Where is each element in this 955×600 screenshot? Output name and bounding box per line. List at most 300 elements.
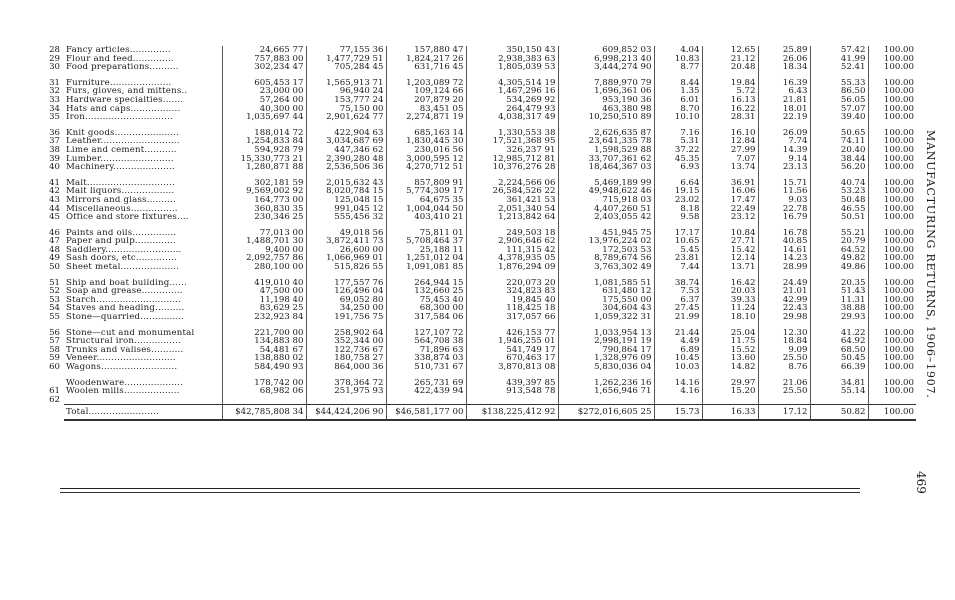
amount-total-cell: 8,789,674 56 — [558, 254, 654, 263]
spacer-cell — [64, 122, 222, 129]
percent-cell: 26.06 — [758, 55, 810, 64]
amount-total-cell: 6,998,213 40 — [558, 55, 654, 64]
percent-cell: 16.10 — [702, 129, 758, 138]
spacer-cell — [868, 222, 916, 229]
table-row — [42, 396, 916, 405]
amount-total-cell: 1,262,236 16 — [558, 379, 654, 388]
amount-cell: 352,344 00 — [306, 337, 386, 346]
spacer-cell — [654, 322, 702, 329]
amount-cell: 857,809 91 — [386, 179, 466, 188]
amount-cell: 75,150 00 — [306, 105, 386, 114]
row-number: 60 — [49, 363, 60, 372]
percent-cell: 5.31 — [654, 137, 702, 146]
amount-total-cell: 1,081,585 51 — [558, 279, 654, 288]
amount-cell: 1,254,833 84 — [222, 137, 306, 146]
row-number: 58 — [49, 345, 60, 355]
percent-cell: 57.42 — [810, 46, 868, 55]
row-number: 28 — [49, 46, 60, 55]
percent-cell: 14.16 — [654, 379, 702, 388]
industry-label: Hardware specialties....... — [66, 95, 184, 105]
table-row — [42, 237, 916, 246]
bottom-rule — [60, 488, 860, 489]
percent-cell: 8.18 — [654, 205, 702, 214]
percent-cell: 13.71 — [702, 263, 758, 272]
amount-total-cell: 175,550 00 — [558, 296, 654, 305]
row-number: 34 — [49, 104, 60, 114]
amount-cell: 4,305,514 19 — [466, 79, 558, 88]
amount-cell: 1,203,089 72 — [386, 79, 466, 88]
spacer-cell — [868, 372, 916, 379]
amount-cell: 109,124 66 — [386, 87, 466, 96]
percent-cell: 22.19 — [758, 113, 810, 122]
percent-total-cell: 100.00 — [868, 87, 916, 96]
industry-label: Furniture..................... — [66, 78, 172, 88]
group-spacer — [42, 122, 916, 129]
industry-label: Machinery..................... — [66, 163, 175, 172]
spacer-cell — [654, 72, 702, 79]
spacer-cell — [222, 272, 306, 279]
group-spacer — [42, 172, 916, 179]
amount-cell: 122,736 67 — [306, 346, 386, 355]
table-row — [42, 379, 916, 388]
percent-total-cell: 100.00 — [868, 229, 916, 238]
industry-label: Flour and feed.............. — [66, 54, 174, 64]
amount-cell: 2,274,871 19 — [386, 113, 466, 122]
amount-cell: 422,904 63 — [306, 129, 386, 138]
amount-cell: 515,826 55 — [306, 263, 386, 272]
amount-cell: 75,453 40 — [386, 296, 466, 305]
spacer-cell — [466, 172, 558, 179]
percent-cell: 6.37 — [654, 296, 702, 305]
percent-cell: 55.33 — [810, 79, 868, 88]
amount-cell: 68,982 06 — [222, 387, 306, 396]
percent-cell: 41.22 — [810, 329, 868, 338]
industry-label: Leather........................... — [66, 137, 180, 146]
percent-cell: 24.49 — [758, 279, 810, 288]
spacer-cell — [758, 372, 810, 379]
row-number: 40 — [49, 163, 60, 172]
spacer-cell — [222, 322, 306, 329]
total-cell: $46,581,177 00 — [386, 405, 466, 421]
spacer-cell — [64, 72, 222, 79]
spacer-cell — [868, 122, 916, 129]
percent-cell: 18.34 — [758, 63, 810, 72]
group-spacer — [42, 272, 916, 279]
percent-cell: 6.93 — [654, 163, 702, 172]
percent-cell: 8.70 — [654, 105, 702, 114]
percent-cell: 55.14 — [810, 387, 868, 396]
percent-total-cell: 100.00 — [868, 55, 916, 64]
table-row — [42, 146, 916, 155]
percent-total-cell: 100.00 — [868, 105, 916, 114]
percent-cell: 7.53 — [654, 287, 702, 296]
spacer-cell — [702, 122, 758, 129]
percent-cell: 16.22 — [702, 105, 758, 114]
spacer-cell — [42, 222, 64, 229]
amount-cell: 258,902 64 — [306, 329, 386, 338]
percent-cell: 13.74 — [702, 163, 758, 172]
amount-cell: 57,264 00 — [222, 96, 306, 105]
amount-cell: 9,400 00 — [222, 246, 306, 255]
amount-total-cell: 1,059,322 31 — [558, 313, 654, 322]
percent-cell: 46.55 — [810, 205, 868, 214]
percent-cell: 16.79 — [758, 213, 810, 222]
amount-cell: 77,155 36 — [306, 46, 386, 55]
spacer-cell — [42, 322, 64, 329]
percent-cell: 41.99 — [810, 55, 868, 64]
percent-cell: 38.44 — [810, 155, 868, 164]
percent-cell: 19.15 — [654, 187, 702, 196]
table-row — [42, 155, 916, 164]
spacer-cell — [222, 372, 306, 379]
percent-cell: 39.40 — [810, 113, 868, 122]
amount-cell: 10,376,276 28 — [466, 163, 558, 172]
amount-cell — [466, 396, 558, 405]
percent-cell: 8.76 — [758, 363, 810, 372]
table-body — [42, 46, 916, 420]
total-row — [42, 405, 916, 421]
spacer-cell — [386, 122, 466, 129]
row-number: 55 — [49, 313, 60, 322]
percent-cell: 57.07 — [810, 105, 868, 114]
amount-cell: 4,270,712 51 — [386, 163, 466, 172]
percent-cell: 20.03 — [702, 287, 758, 296]
amount-cell: 249,503 18 — [466, 229, 558, 238]
row-number: 32 — [49, 87, 60, 96]
industry-label: Lumber......................... — [66, 154, 174, 164]
total-cell: $44,424,206 90 — [306, 405, 386, 421]
table-row — [42, 279, 916, 288]
industry-label: Paints and oils............... — [66, 228, 177, 238]
percent-cell: 86.50 — [810, 87, 868, 96]
amount-total-cell: 7,889,970 79 — [558, 79, 654, 88]
percent-cell: 56.05 — [810, 96, 868, 105]
amount-cell: 251,975 93 — [306, 387, 386, 396]
industry-label: Sash doors, etc.............. — [66, 254, 177, 264]
industry-label: Malt liquors.................. — [66, 187, 175, 196]
amount-cell: 68,300 00 — [386, 304, 466, 313]
total-cell: $272,016,605 25 — [558, 405, 654, 421]
amount-cell: 134,883 80 — [222, 337, 306, 346]
spacer-cell — [654, 372, 702, 379]
table-row — [42, 296, 916, 305]
spacer-cell — [222, 122, 306, 129]
percent-cell: 37.22 — [654, 146, 702, 155]
spacer-cell — [386, 172, 466, 179]
percent-cell: 20.79 — [810, 237, 868, 246]
industry-label: Saddlery.......................... — [66, 245, 182, 255]
amount-cell: 220,073 20 — [466, 279, 558, 288]
table-row — [42, 79, 916, 88]
percent-total-cell: 100.00 — [868, 63, 916, 72]
row-number: 33 — [49, 95, 60, 105]
percent-cell: 11.31 — [810, 296, 868, 305]
percent-cell: 11.56 — [758, 187, 810, 196]
spacer-cell — [306, 272, 386, 279]
percent-total-cell: 100.00 — [868, 79, 916, 88]
spacer-cell — [758, 222, 810, 229]
amount-cell: 83,629 25 — [222, 304, 306, 313]
amount-total-cell: 2,403,055 42 — [558, 213, 654, 222]
table-row — [42, 163, 916, 172]
row-number: 59 — [49, 354, 60, 363]
percent-total-cell: 100.00 — [868, 279, 916, 288]
percent-cell: 21.44 — [654, 329, 702, 338]
spacer-cell — [558, 172, 654, 179]
amount-total-cell: 451,945 75 — [558, 229, 654, 238]
percent-cell: 6.64 — [654, 179, 702, 188]
row-number: 56 — [49, 328, 60, 338]
percent-cell: 8.44 — [654, 79, 702, 88]
percent-total-cell: 100.00 — [868, 46, 916, 55]
amount-cell: 2,224,566 06 — [466, 179, 558, 188]
row-number: 37 — [49, 137, 60, 146]
amount-total-cell: 304,604 43 — [558, 304, 654, 313]
percent-total-cell: 100.00 — [868, 346, 916, 355]
amount-cell: 555,456 32 — [306, 213, 386, 222]
spacer-cell — [466, 322, 558, 329]
amount-cell: 230,346 25 — [222, 213, 306, 222]
percent-cell: 4.04 — [654, 46, 702, 55]
percent-cell: 38.74 — [654, 279, 702, 288]
percent-cell: 39.33 — [702, 296, 758, 305]
table-row — [42, 205, 916, 214]
amount-cell: 264,479 93 — [466, 105, 558, 114]
amount-cell: 584,490 93 — [222, 363, 306, 372]
amount-cell: 1,830,445 30 — [386, 137, 466, 146]
amount-cell: 2,906,646 62 — [466, 237, 558, 246]
percent-cell: 12.14 — [702, 254, 758, 263]
percent-cell: 36.91 — [702, 179, 758, 188]
amount-total-cell: 1,328,976 09 — [558, 354, 654, 363]
amount-cell: 422,439 94 — [386, 387, 466, 396]
percent-cell: 10.45 — [654, 354, 702, 363]
percent-cell — [702, 396, 758, 405]
industry-label: Paper and pulp.............. — [66, 237, 176, 246]
amount-cell: 350,150 43 — [466, 46, 558, 55]
percent-cell: 21.06 — [758, 379, 810, 388]
percent-total-cell: 100.00 — [868, 263, 916, 272]
percent-cell: 5.72 — [702, 87, 758, 96]
percent-cell — [810, 396, 868, 405]
amount-cell: 34,250 00 — [306, 304, 386, 313]
spacer-cell — [810, 222, 868, 229]
amount-total-cell: 1,656,946 71 — [558, 387, 654, 396]
amount-cell: 913,548 78 — [466, 387, 558, 396]
amount-cell: 138,880 02 — [222, 354, 306, 363]
amount-total-cell: 2,626,635 87 — [558, 129, 654, 138]
percent-total-cell: 100.00 — [868, 163, 916, 172]
amount-cell — [306, 396, 386, 405]
row-number: 45 — [49, 213, 60, 222]
industry-label: Woodenware.................... — [66, 378, 184, 388]
percent-cell: 15.71 — [758, 179, 810, 188]
amount-total-cell: 23,641,335 78 — [558, 137, 654, 146]
amount-total-cell: 463,380 98 — [558, 105, 654, 114]
percent-cell: 7.07 — [702, 155, 758, 164]
table-row — [42, 196, 916, 205]
percent-cell: 14.61 — [758, 246, 810, 255]
amount-cell: 1,824,217 26 — [386, 55, 466, 64]
amount-total-cell: 13,976,224 02 — [558, 237, 654, 246]
amount-cell: 3,872,411 73 — [306, 237, 386, 246]
amount-cell: 1,805,039 53 — [466, 63, 558, 72]
amount-cell: 125,048 15 — [306, 196, 386, 205]
amount-total-cell: 3,763,302 49 — [558, 263, 654, 272]
row-number: 57 — [49, 337, 60, 346]
percent-total-cell: 100.00 — [868, 129, 916, 138]
percent-cell: 7.16 — [654, 129, 702, 138]
amount-cell: 4,378,935 05 — [466, 254, 558, 263]
table-row — [42, 87, 916, 96]
table-row — [42, 213, 916, 222]
amount-cell: 191,756 75 — [306, 313, 386, 322]
percent-cell: 50.51 — [810, 213, 868, 222]
percent-cell: 49.82 — [810, 254, 868, 263]
amount-cell: 1,565,913 71 — [306, 79, 386, 88]
spacer-cell — [558, 72, 654, 79]
percent-cell: 40.85 — [758, 237, 810, 246]
row-number: 53 — [49, 295, 60, 305]
percent-total-cell: 100.00 — [868, 96, 916, 105]
amount-cell: 264,944 15 — [386, 279, 466, 288]
industry-label: Wagons.......................... — [66, 363, 178, 372]
spacer-cell — [466, 372, 558, 379]
table-row — [42, 46, 916, 55]
row-number: 29 — [49, 54, 60, 64]
percent-cell: 50.45 — [810, 354, 868, 363]
percent-total-cell: 100.00 — [868, 387, 916, 396]
spacer-cell — [654, 122, 702, 129]
spacer-cell — [702, 322, 758, 329]
spacer-cell — [558, 372, 654, 379]
percent-total-cell: 100.00 — [868, 296, 916, 305]
amount-cell: 534,269 92 — [466, 96, 558, 105]
total-cell: 50.82 — [810, 405, 868, 421]
spacer-cell — [810, 172, 868, 179]
amount-cell: 403,410 21 — [386, 213, 466, 222]
percent-cell: 50.48 — [810, 196, 868, 205]
amount-cell: 126,496 04 — [306, 287, 386, 296]
percent-total-cell: 100.00 — [868, 246, 916, 255]
table-row — [42, 329, 916, 338]
amount-cell: 1,280,871 88 — [222, 163, 306, 172]
amount-cell: 23,000 00 — [222, 87, 306, 96]
spacer-cell — [64, 222, 222, 229]
spacer-cell — [702, 222, 758, 229]
amount-cell: 1,091,081 85 — [386, 263, 466, 272]
percent-total-cell: 100.00 — [868, 146, 916, 155]
amount-total-cell: 1,033,954 13 — [558, 329, 654, 338]
industry-label: Malt.............................. — [66, 178, 175, 188]
percent-cell: 22.43 — [758, 304, 810, 313]
table-row — [42, 137, 916, 146]
amount-cell: 17,521,368 95 — [466, 137, 558, 146]
total-cell: 16.33 — [702, 405, 758, 421]
amount-cell: 685,163 14 — [386, 129, 466, 138]
amount-total-cell: 631,480 12 — [558, 287, 654, 296]
amount-cell: 157,880 47 — [386, 46, 466, 55]
industry-label: Mirrors and glass.......... — [66, 195, 176, 205]
spacer-cell — [868, 172, 916, 179]
percent-cell: 53.23 — [810, 187, 868, 196]
percent-total-cell: 100.00 — [868, 287, 916, 296]
amount-cell: 1,035,697 44 — [222, 113, 306, 122]
percent-cell: 52.41 — [810, 63, 868, 72]
table-row — [42, 55, 916, 64]
table-row — [42, 105, 916, 114]
row-number: 38 — [49, 145, 60, 155]
industry-label: Trunks and valises........... — [66, 345, 184, 355]
amount-total-cell: 1,696,361 06 — [558, 87, 654, 96]
amount-cell: 670,463 17 — [466, 354, 558, 363]
industry-label: Knit goods...................... — [66, 128, 180, 138]
percent-cell: 15.42 — [702, 246, 758, 255]
percent-cell: 10.65 — [654, 237, 702, 246]
amount-cell: 2,015,632 43 — [306, 179, 386, 188]
percent-cell: 1.35 — [654, 87, 702, 96]
amount-cell: 153,777 24 — [306, 96, 386, 105]
amount-cell: 15,330,773 21 — [222, 155, 306, 164]
spacer-cell — [702, 172, 758, 179]
amount-cell: 1,488,701 30 — [222, 237, 306, 246]
table-row — [42, 63, 916, 72]
spacer-cell — [868, 72, 916, 79]
amount-total-cell — [558, 396, 654, 405]
industry-label: Staves and heading.......... — [66, 304, 185, 314]
amount-total-cell: 5,469,189 99 — [558, 179, 654, 188]
spacer-cell — [810, 272, 868, 279]
amount-cell: 302,181 59 — [222, 179, 306, 188]
percent-cell: 64.52 — [810, 246, 868, 255]
amount-cell: 3,034,687 69 — [306, 137, 386, 146]
row-number: 50 — [49, 263, 60, 272]
amount-cell: 1,251,012 04 — [386, 254, 466, 263]
spacer-cell — [758, 322, 810, 329]
spacer-cell — [810, 372, 868, 379]
group-spacer — [42, 322, 916, 329]
amount-cell: 69,052 80 — [306, 296, 386, 305]
total-cell: $138,225,412 92 — [466, 405, 558, 421]
percent-cell: 16.06 — [702, 187, 758, 196]
amount-cell: 324,823 83 — [466, 287, 558, 296]
percent-cell: 10.84 — [702, 229, 758, 238]
spacer-cell — [466, 222, 558, 229]
percent-cell: 55.21 — [810, 229, 868, 238]
amount-cell — [222, 396, 306, 405]
industry-label: Iron.............................. — [66, 113, 173, 122]
table-row — [42, 263, 916, 272]
total-cell: 100.00 — [868, 405, 916, 421]
spacer-cell — [810, 72, 868, 79]
total-cell — [42, 405, 64, 421]
table-row — [42, 337, 916, 346]
row-number: 48 — [49, 245, 60, 255]
percent-total-cell: 100.00 — [868, 205, 916, 214]
industry-label: Stone—cut and monumental — [66, 328, 195, 338]
spacer-cell — [222, 72, 306, 79]
amount-cell: 360,830 35 — [222, 205, 306, 214]
industry-label — [64, 396, 222, 405]
amount-total-cell: 10,250,510 89 — [558, 113, 654, 122]
percent-cell: 22.49 — [702, 205, 758, 214]
table-row — [42, 246, 916, 255]
percent-cell: 6.89 — [654, 346, 702, 355]
amount-cell: 5,774,309 17 — [386, 187, 466, 196]
amount-cell: 3,870,813 08 — [466, 363, 558, 372]
amount-total-cell: 790,864 17 — [558, 346, 654, 355]
spacer-cell — [64, 172, 222, 179]
